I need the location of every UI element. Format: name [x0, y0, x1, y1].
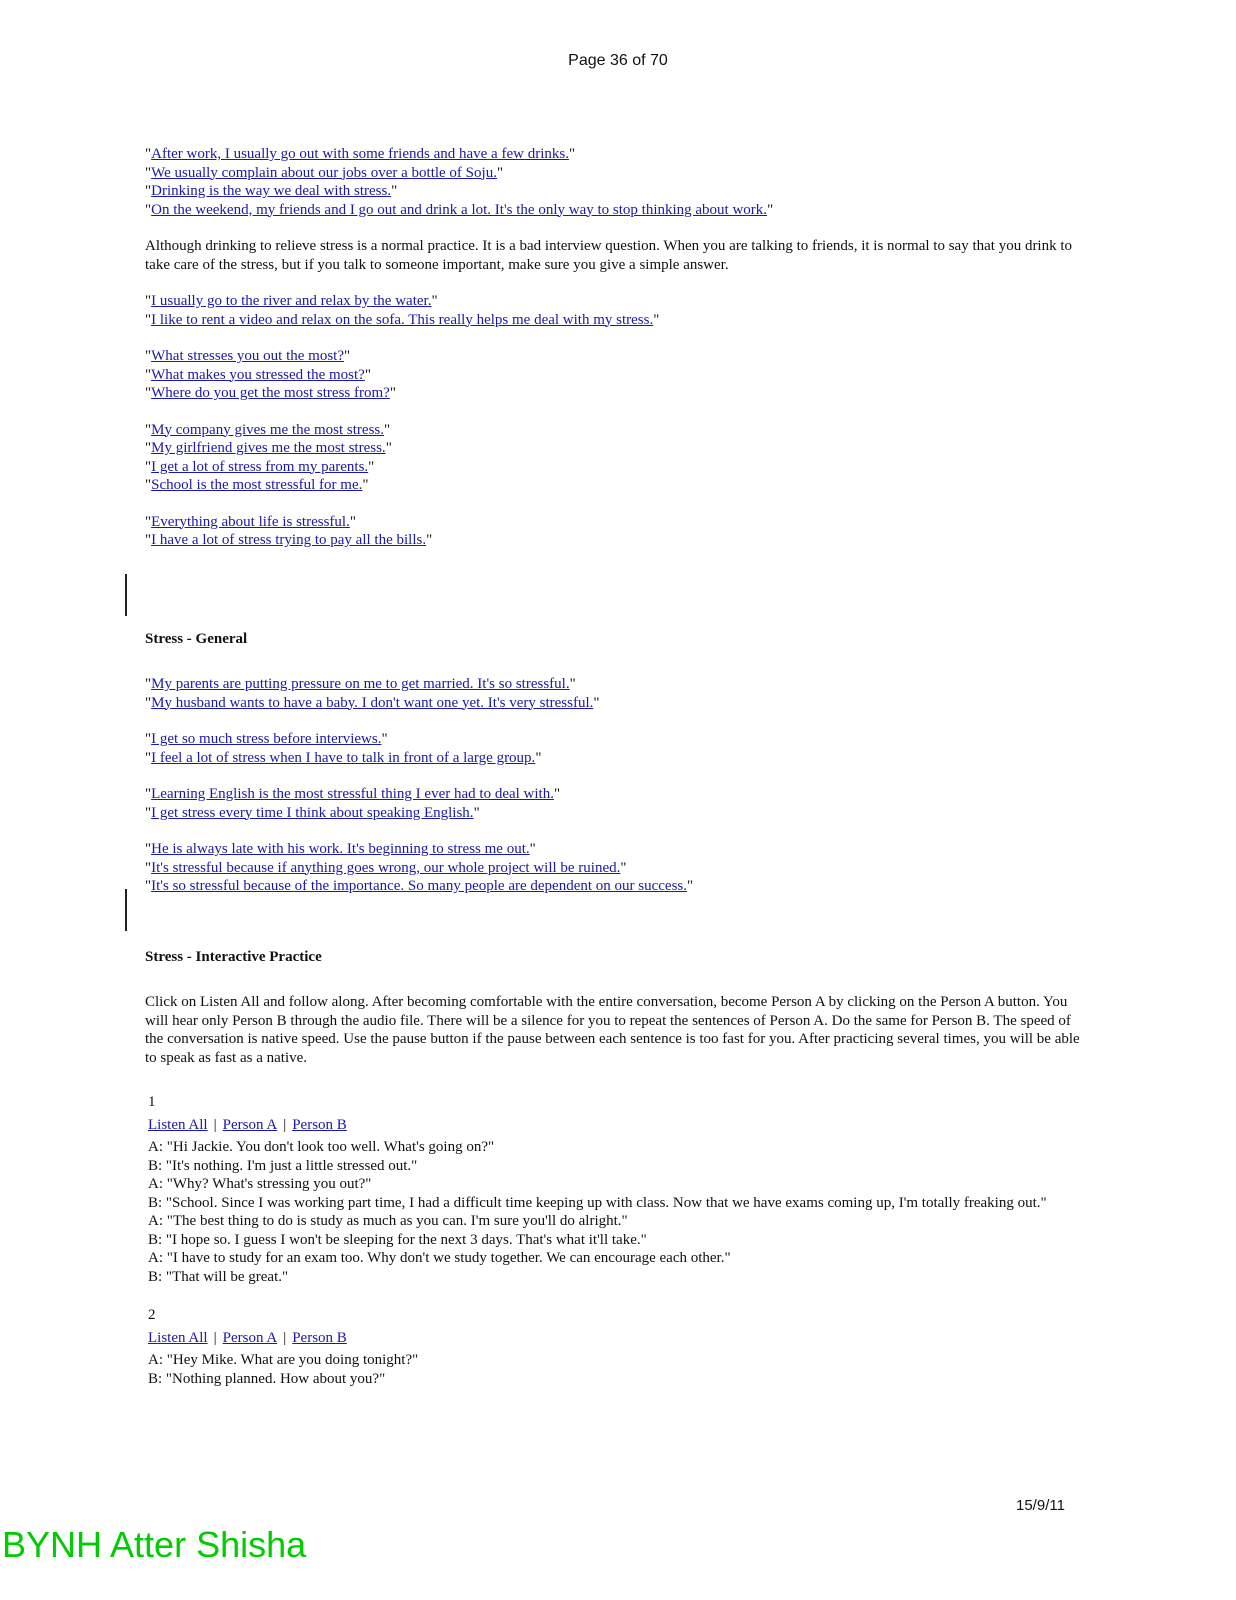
quote-group — [145, 675, 1085, 712]
margin-bar — [125, 889, 127, 931]
listen-all-link[interactable]: Listen All — [148, 1116, 208, 1133]
quote-link[interactable]: I get stress every time I think about speaking English. — [151, 804, 474, 821]
drinking-note: Although drinking to relieve stress is a normal practice. It is a bad interview question. When you are talking to friends, it is normal to say that you drink to take care of the stress, but if you talk to someone important, make sure you give a simple answer. — [145, 238, 1073, 273]
quote-link[interactable]: I get a lot of stress from my parents. — [151, 458, 369, 475]
practice-instructions: Click on Listen All and follow along. After becoming comfortable with the entire conversation, become Person A by clicking on the Person A button. You will hear only Person B through the audio file. There will be a silence for you to repeat the sentences of Person A. Do the same for Person B. The speed of the conversation is native speed. Use the pause button if the pause between each sentence is too fast for you. After practicing several times, you will be able to speak as fast as a native. — [145, 994, 1080, 1066]
quote-link[interactable]: I feel a lot of stress when I have to talk in front of a large group. — [151, 749, 536, 766]
dialog-line: B: "That will be great." — [148, 1268, 289, 1285]
quote-group — [145, 347, 1085, 403]
quote-line: "My company gives me the most stress." — [145, 421, 391, 438]
quote-group — [145, 840, 1085, 896]
dialog-line: A: "Hey Mike. What are you doing tonight?" — [148, 1352, 419, 1368]
quote-group — [145, 513, 1085, 550]
person-b-link[interactable]: Person B — [292, 1329, 347, 1346]
quote-link[interactable]: My husband wants to have a baby. I don't want one yet. It's very stressful. — [151, 694, 594, 711]
quote-link[interactable]: On the weekend, my friends and I go out and drink a lot. It's the only way to stop thinking about work. — [151, 201, 768, 218]
quote-group — [145, 730, 1085, 767]
document-body — [145, 145, 1085, 1388]
quote-line: "I get a lot of stress from my parents." — [145, 458, 375, 475]
quote-line: "I have a lot of stress trying to pay all the bills." — [145, 532, 433, 548]
quote-link[interactable]: I like to rent a video and relax on the sofa. This really helps me deal with my stress. — [151, 311, 654, 328]
link-separator: | — [283, 1116, 287, 1133]
quote-group — [145, 292, 1085, 329]
quote-line: "I get stress every time I think about speaking English." — [145, 804, 480, 821]
quote-line: "My girlfriend gives me the most stress." — [145, 440, 392, 456]
quote-line: "I get so much stress before interviews." — [145, 731, 388, 747]
print-date: 15/9/11 — [1016, 1497, 1065, 1514]
quote-link[interactable]: My parents are putting pressure on me to get married. It's so stressful. — [151, 676, 570, 692]
audio-links — [148, 1329, 1085, 1348]
quote-link[interactable]: What makes you stressed the most? — [151, 366, 365, 383]
quote-line: "We usually complain about our jobs over a bottle of Soju." — [145, 164, 504, 181]
quote-line: "He is always late with his work. It's beginning to stress me out." — [145, 841, 536, 857]
dialog-line: B: "I hope so. I guess I won't be sleeping for the next 3 days. That's what it'll take." — [148, 1231, 647, 1248]
quote-line: "Everything about life is stressful." — [145, 513, 356, 530]
quote-line: "My parents are putting pressure on me to get married. It's so stressful." — [145, 676, 576, 692]
dialog-number: 1 — [148, 1094, 156, 1110]
quote-group — [145, 421, 1085, 495]
quote-link[interactable]: After work, I usually go out with some friends and have a few drinks. — [151, 146, 569, 162]
dialog-line: A: "I have to study for an exam too. Why don't we study together. We can encourage each other." — [148, 1250, 731, 1266]
link-separator: | — [283, 1329, 287, 1346]
quote-link[interactable]: It's so stressful because of the importance. So many people are dependent on our success. — [151, 878, 688, 894]
dialog-block — [145, 1093, 1085, 1286]
quote-link[interactable]: Where do you get the most stress from? — [151, 385, 390, 401]
quote-link[interactable]: Learning English is the most stressful thing I ever had to deal with. — [151, 786, 554, 802]
quote-line: "Learning English is the most stressful thing I ever had to deal with." — [145, 786, 561, 802]
quote-line: "I like to rent a video and relax on the sofa. This really helps me deal with my stress." — [145, 311, 660, 328]
quote-link[interactable]: My company gives me the most stress. — [151, 421, 385, 438]
watermark: BYNH Atter Shisha — [2, 1524, 307, 1565]
quote-link[interactable]: I get so much stress before interviews. — [151, 731, 382, 747]
listen-all-link[interactable]: Listen All — [148, 1329, 208, 1346]
quote-line: "It's so stressful because of the importance. So many people are dependent on our success." — [145, 878, 694, 894]
quote-link[interactable]: My girlfriend gives me the most stress. — [151, 440, 386, 456]
quote-link[interactable]: School is the most stressful for me. — [151, 477, 363, 493]
quote-line: "I feel a lot of stress when I have to talk in front of a large group." — [145, 749, 542, 766]
quote-line: "It's stressful because if anything goes wrong, our whole project will be ruined." — [145, 859, 627, 876]
dialog-number: 2 — [148, 1307, 156, 1323]
quote-line: "Drinking is the way we deal with stress." — [145, 183, 398, 199]
quote-link[interactable]: Everything about life is stressful. — [151, 513, 350, 530]
margin-bar — [125, 574, 127, 616]
quote-link[interactable]: Drinking is the way we deal with stress. — [151, 183, 392, 199]
quote-group — [145, 785, 1085, 822]
quote-link[interactable]: He is always late with his work. It's beginning to stress me out. — [151, 841, 530, 857]
dialog-lines — [148, 1138, 1085, 1286]
quote-group — [145, 145, 1085, 219]
quote-link[interactable]: What stresses you out the most? — [151, 348, 345, 364]
person-a-link[interactable]: Person A — [222, 1116, 278, 1133]
audio-links — [148, 1116, 1085, 1135]
link-separator: | — [213, 1329, 217, 1346]
dialog-line: A: "Hi Jackie. You don't look too well. What's going on?" — [148, 1139, 495, 1155]
person-a-link[interactable]: Person A — [222, 1329, 278, 1346]
quote-line: "School is the most stressful for me." — [145, 477, 369, 493]
quote-line: "On the weekend, my friends and I go out and drink a lot. It's the only way to stop thinking about work." — [145, 201, 774, 218]
dialog-block — [145, 1306, 1085, 1388]
quote-link[interactable]: I usually go to the river and relax by the water. — [151, 293, 432, 309]
quote-line: "After work, I usually go out with some friends and have a few drinks." — [145, 146, 576, 162]
dialog-line: B: "It's nothing. I'm just a little stressed out." — [148, 1157, 418, 1174]
dialog-line: A: "Why? What's stressing you out?" — [148, 1176, 372, 1192]
quote-link[interactable]: It's stressful because if anything goes wrong, our whole project will be ruined. — [151, 859, 621, 876]
quote-line: "What makes you stressed the most?" — [145, 366, 371, 383]
dialog-line: B: "School. Since I was working part time, I had a difficult time keeping up with class. Now that we have exams coming up, I'm totally freaking out." — [148, 1194, 1047, 1211]
person-b-link[interactable]: Person B — [292, 1116, 347, 1133]
section-heading-practice: Stress - Interactive Practice — [145, 948, 322, 965]
link-separator: | — [213, 1116, 217, 1133]
quote-link[interactable]: I have a lot of stress trying to pay all the bills. — [151, 532, 427, 548]
section-heading-general: Stress - General — [145, 630, 248, 647]
quote-link[interactable]: We usually complain about our jobs over a bottle of Soju. — [151, 164, 497, 181]
page-number: Page 36 of 70 — [568, 52, 668, 69]
quote-line: "Where do you get the most stress from?" — [145, 385, 396, 401]
quote-line: "My husband wants to have a baby. I don't want one yet. It's very stressful." — [145, 694, 600, 711]
dialog-line: B: "Nothing planned. How about you?" — [148, 1370, 386, 1387]
quote-line: "What stresses you out the most?" — [145, 348, 351, 364]
quote-line: "I usually go to the river and relax by the water." — [145, 293, 438, 309]
dialog-lines — [148, 1351, 1085, 1388]
dialog-line: A: "The best thing to do is study as much as you can. I'm sure you'll do alright." — [148, 1213, 628, 1229]
